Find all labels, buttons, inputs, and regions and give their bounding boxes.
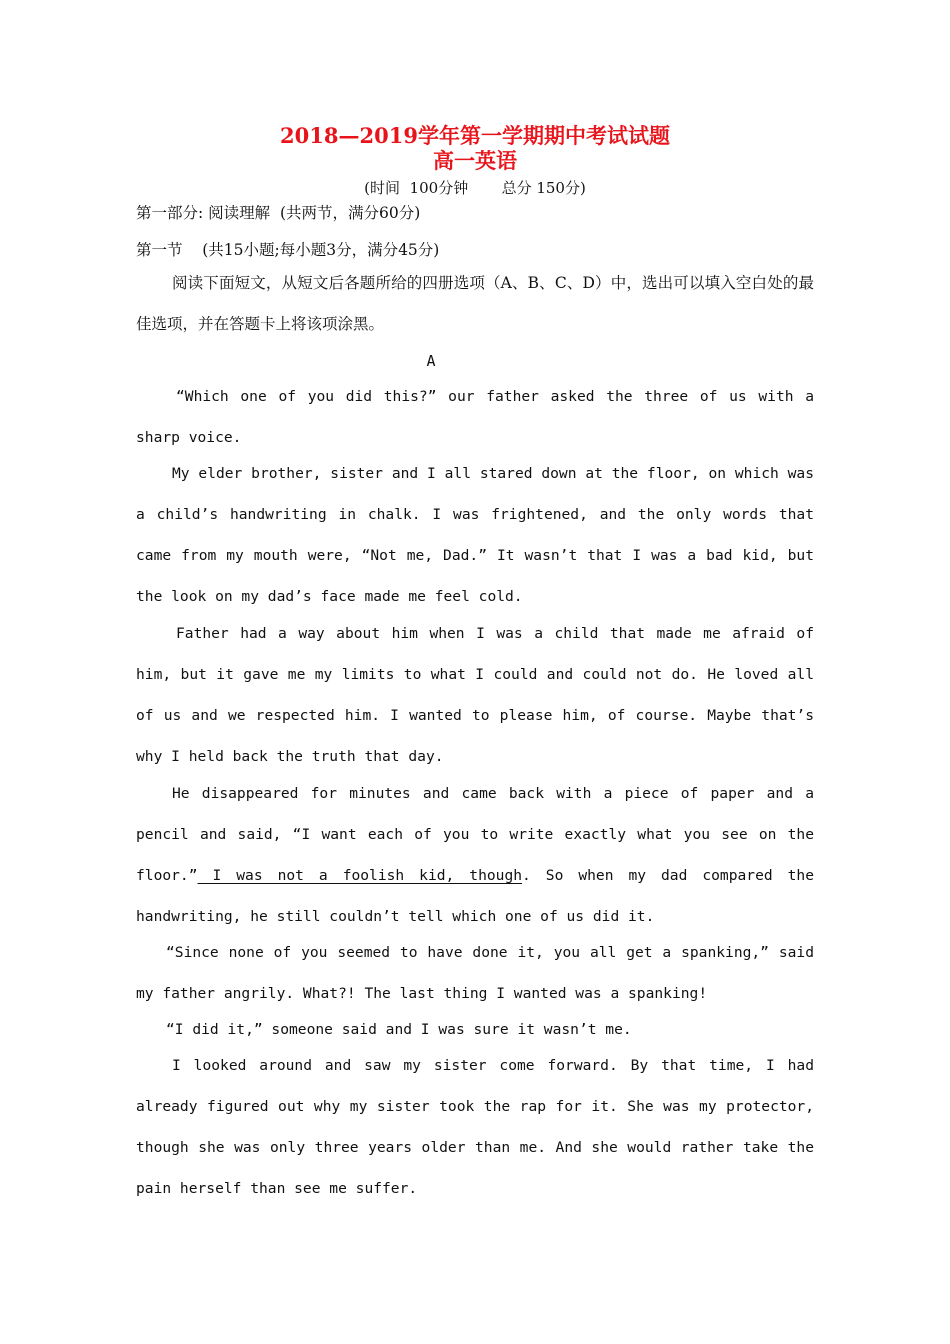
exam-title: 2018—2019学年第一学期期中考试试题 <box>280 123 670 148</box>
passage-letter: A <box>426 352 436 370</box>
underlined-sentence: I was not a foolish kid, though <box>197 867 523 884</box>
paragraph-7: I looked around and saw my sister come forward. By that time, I had already figured out why my sister took the rap for it. She was my protector, though she was only three years older than me. And she would rather take the pain herself than see me suffer. <box>136 1057 814 1197</box>
paragraph-2: My elder brother, sister and I all stared down at the floor, on which was a child’s handwriting in chalk. I was frightened, and the only words that came from my mouth were, “Not me, Dad.” It wasn’t that I was a bad kid, but the look on my dad’s face made me feel cold. <box>136 465 814 605</box>
segment-heading: 第一节 (共15小题;每小题3分，满分45分) <box>136 241 440 259</box>
paragraph-5: “Since none of you seemed to have done it, you all get a spanking,” said my father angrily. What?! The last thing I wanted was a spanking! <box>136 944 814 1002</box>
part-heading: 第一部分: 阅读理解 (共两节，满分60分) <box>136 204 421 222</box>
exam-time-score: (时间 100分钟 总分 150分) <box>364 179 586 197</box>
paragraph-4-end: . So when my dad compared the handwriting, he still couldn’t tell which one of us did it. <box>136 867 814 925</box>
exam-subject: 高一英语 <box>433 148 517 173</box>
paragraph-4-start: He disappeared for minutes and came back with a piece of paper and a pencil and said, “I want each of you to write exactly what you see on the floor.” <box>136 785 814 884</box>
paragraph-1: “Which one of you did this?” our father asked the three of us with a sharp voice. <box>136 388 814 446</box>
paragraph-4 <box>136 773 814 937</box>
instructions: 阅读下面短文，从短文后各题所给的四册选项（A、B、C、D）中，选出可以填入空白处的最佳选项，并在答题卡上将该项涂黑。 <box>136 274 814 333</box>
paragraph-6: “I did it,” someone said and I was sure it wasn’t me. <box>166 1021 632 1038</box>
paragraph-3: Father had a way about him when I was a child that made me afraid of him, but it gave me my limits to what I could and could not do. He loved all of us and we respected him. I wanted to please him, of course. Maybe that’s why I held back the truth that day. <box>136 625 814 765</box>
